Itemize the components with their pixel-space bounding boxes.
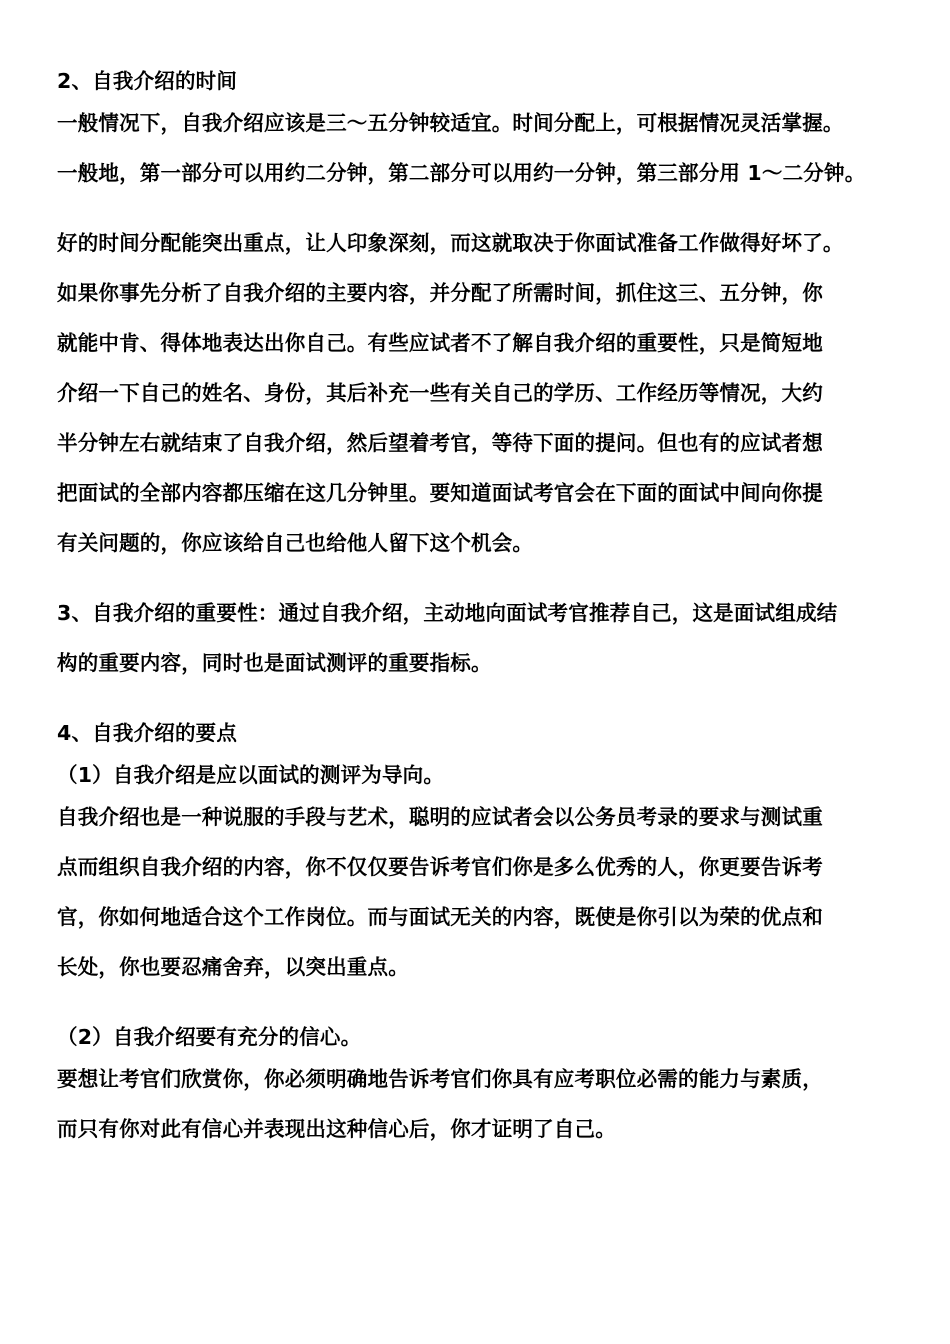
document-page xyxy=(57,62,897,1160)
paragraph-line: 而只有你对此有信心并表现出这种信心后，你才证明了自己。 xyxy=(57,1117,616,1141)
paragraph-line: 就能中肯、得体地表达出你自己。有些应试者不了解自我介绍的重要性，只是简短地 xyxy=(57,331,823,355)
section-importance-line: 3、自我介绍的重要性：通过自我介绍，主动地向面试考官推荐自己，这是面试组成结 xyxy=(57,601,838,625)
section-heading-time: 2、自我介绍的时间 xyxy=(57,69,238,93)
paragraph-gap xyxy=(57,204,897,224)
paragraph-gap xyxy=(57,574,897,594)
section-importance-line: 构的重要内容，同时也是面试测评的重要指标。 xyxy=(57,651,492,675)
paragraph-line: 官，你如何地适合这个工作岗位。而与面试无关的内容，既使是你引以为荣的优点和 xyxy=(57,905,823,929)
paragraph-gap xyxy=(57,998,897,1018)
paragraph-gap xyxy=(57,694,897,714)
paragraph-line: 自我介绍也是一种说服的手段与艺术，聪明的应试者会以公务员考录的要求与测试重 xyxy=(57,805,823,829)
paragraph-line: 介绍一下自己的姓名、身份，其后补充一些有关自己的学历、工作经历等情况，大约 xyxy=(57,381,823,405)
subheading-point-2: （2）自我介绍要有充分的信心。 xyxy=(57,1025,362,1049)
paragraph-line: 要想让考官们欣赏你，你必须明确地告诉考官们你具有应考职位必需的能力与素质， xyxy=(57,1067,823,1091)
paragraph-line: 一般地，第一部分可以用约二分钟，第二部分可以用约一分钟，第三部分用 1～二分钟。 xyxy=(57,161,866,185)
paragraph-line: 有关问题的，你应该给自己也给他人留下这个机会。 xyxy=(57,531,534,555)
paragraph-line: 如果你事先分析了自我介绍的主要内容，并分配了所需时间，抓住这三、五分钟，你 xyxy=(57,281,823,305)
paragraph-line: 半分钟左右就结束了自我介绍，然后望着考官，等待下面的提问。但也有的应试者想 xyxy=(57,431,823,455)
paragraph-line: 点而组织自我介绍的内容，你不仅仅要告诉考官们你是多么优秀的人，你更要告诉考 xyxy=(57,855,823,879)
paragraph-line: 长处，你也要忍痛舍弃，以突出重点。 xyxy=(57,955,409,979)
paragraph-line: 把面试的全部内容都压缩在这几分钟里。要知道面试考官会在下面的面试中间向你提 xyxy=(57,481,823,505)
section-heading-key-points: 4、自我介绍的要点 xyxy=(57,721,238,745)
subheading-point-1: （1）自我介绍是应以面试的测评为导向。 xyxy=(57,763,445,787)
paragraph-line: 好的时间分配能突出重点，让人印象深刻，而这就取决于你面试准备工作做得好坏了。 xyxy=(57,231,844,255)
paragraph-line: 一般情况下，自我介绍应该是三～五分钟较适宜。时间分配上，可根据情况灵活掌握。 xyxy=(57,111,844,135)
